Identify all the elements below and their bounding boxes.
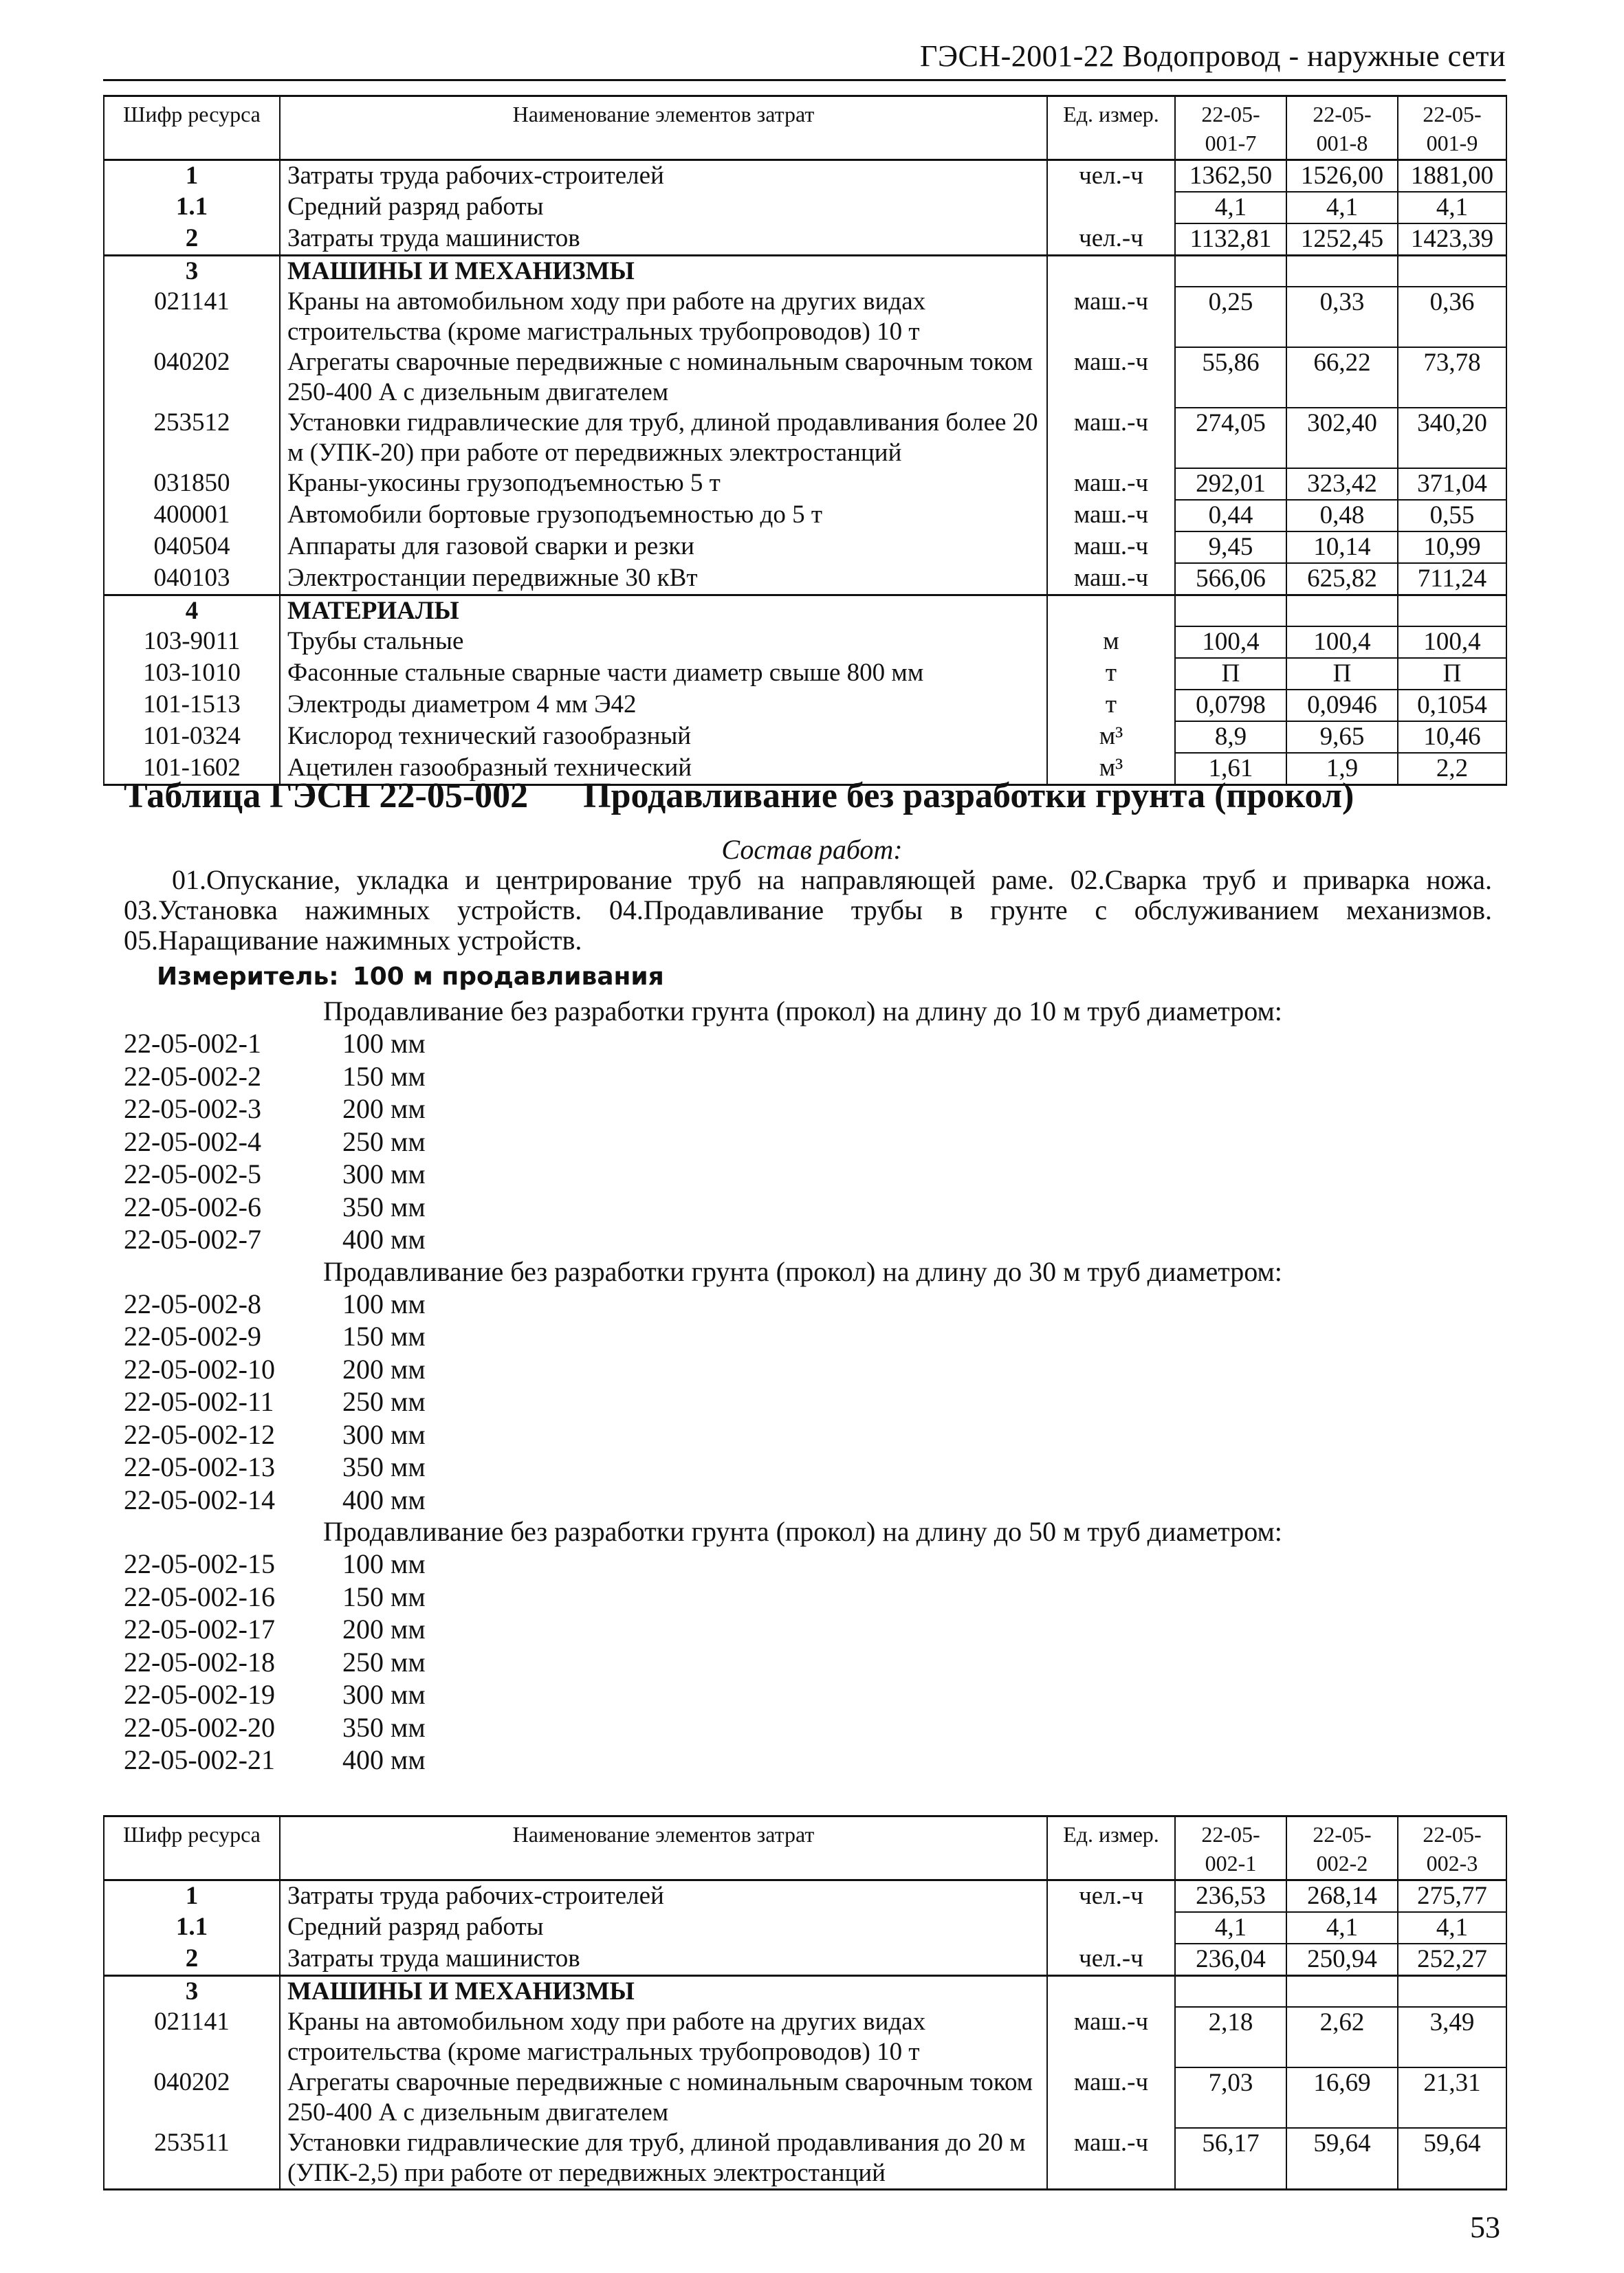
norm-code: 22-05-002-14 — [124, 1484, 275, 1515]
cell-v3: 73,78 — [1398, 347, 1506, 408]
work-steps: 01.Опускание, укладка и центрирование труб на направляющей раме. 02.Сварка труб и приварка ножа. 03.Установка нажимных устройств. 04.Продавливание трубы в грунте с обслуживанием механизмов. 05.Наращивание нажимных устройств. — [124, 864, 1492, 956]
cell-v3: 59,64 — [1398, 2128, 1506, 2190]
list-item — [124, 1223, 1499, 1256]
cell-v2: 10,14 — [1286, 531, 1398, 563]
cell-code: 101-1602 — [104, 753, 280, 785]
column-header: 22-05- 002-2 — [1286, 1816, 1398, 1880]
cell-v2: 2,62 — [1286, 2007, 1398, 2067]
norm-code: 22-05-002-19 — [124, 1679, 275, 1710]
list-item — [124, 1613, 1499, 1646]
column-header: 22-05- 001-9 — [1398, 96, 1506, 160]
norm-diameter: 100 мм — [342, 1288, 426, 1319]
column-header: Ед. измер. — [1047, 96, 1175, 160]
cell-unit: маш.-ч — [1047, 347, 1175, 408]
cell-unit: т — [1047, 690, 1175, 721]
cell-unit: маш.-ч — [1047, 287, 1175, 347]
cell-v1: 1132,81 — [1175, 223, 1286, 256]
cell-v2: 250,94 — [1286, 1944, 1398, 1976]
cell-unit: маш.-ч — [1047, 531, 1175, 563]
cell-v1: 8,9 — [1175, 721, 1286, 753]
cell-v1: 292,01 — [1175, 468, 1286, 500]
cell-v2: 302,40 — [1286, 408, 1398, 468]
norm-diameter: 250 мм — [342, 1386, 426, 1417]
cell-name: Установки гидравлические для труб, длиной продавливания до 20 м (УПК-2,5) при работе от передвижных электростанций — [280, 2128, 1047, 2190]
table-row — [104, 287, 1506, 347]
cell-code: 021141 — [104, 2007, 280, 2067]
cell-v1 — [1175, 1976, 1286, 2008]
list-item — [124, 1451, 1499, 1484]
cell-v1: 0,25 — [1175, 287, 1286, 347]
table-row — [104, 500, 1506, 531]
cell-unit: чел.-ч — [1047, 160, 1175, 193]
norm-code: 22-05-002-4 — [124, 1125, 261, 1157]
cell-code: 253512 — [104, 408, 280, 468]
cell-v3 — [1398, 256, 1506, 287]
cell-v3 — [1398, 595, 1506, 627]
cell-name: Электростанции передвижные 30 кВт — [280, 563, 1047, 595]
group-heading: Продавливание без разработки грунта (прокол) на длину до 50 м труб диаметром: — [323, 1516, 1282, 1547]
column-header: Ед. измер. — [1047, 1816, 1175, 1880]
norm-code: 22-05-002-6 — [124, 1191, 261, 1222]
cell-code: 021141 — [104, 287, 280, 347]
norm-diameter: 150 мм — [342, 1060, 426, 1092]
cell-v3: 10,46 — [1398, 721, 1506, 753]
header-title: ГЭСН-2001-22 Водопровод - наружные сети — [920, 39, 1506, 73]
table-row — [104, 721, 1506, 753]
cell-unit — [1047, 1976, 1175, 2008]
cell-v1: 100,4 — [1175, 626, 1286, 658]
cell-unit: маш.-ч — [1047, 2128, 1175, 2190]
norm-code: 22-05-002-3 — [124, 1093, 261, 1124]
cell-v3: 711,24 — [1398, 563, 1506, 595]
cell-name: Краны-укосины грузоподъемностью 5 т — [280, 468, 1047, 500]
cell-name: Фасонные стальные сварные части диаметр свыше 800 мм — [280, 658, 1047, 690]
cell-v2: 268,14 — [1286, 1880, 1398, 1913]
cell-unit — [1047, 1912, 1175, 1944]
cell-code: 1 — [104, 1880, 280, 1913]
cell-v3: 275,77 — [1398, 1880, 1506, 1913]
list-item — [124, 1548, 1499, 1581]
cell-code: 1 — [104, 160, 280, 193]
cell-v2: 323,42 — [1286, 468, 1398, 500]
cell-v1: П — [1175, 658, 1286, 690]
cell-v3: 252,27 — [1398, 1944, 1506, 1976]
table-row — [104, 690, 1506, 721]
table-row — [104, 2067, 1506, 2128]
table-row — [104, 2128, 1506, 2190]
cell-v2: 1252,45 — [1286, 223, 1398, 256]
cell-v1: 0,0798 — [1175, 690, 1286, 721]
cell-v3: 0,36 — [1398, 287, 1506, 347]
norm-code: 22-05-002-13 — [124, 1451, 275, 1482]
cell-unit: м — [1047, 626, 1175, 658]
norm-code: 22-05-002-8 — [124, 1288, 261, 1319]
cell-v3 — [1398, 1976, 1506, 2008]
cell-v3: 100,4 — [1398, 626, 1506, 658]
resource-table-1 — [103, 95, 1507, 786]
norm-diameter: 400 мм — [342, 1484, 426, 1515]
norm-diameter: 200 мм — [342, 1093, 426, 1124]
list-item — [124, 1646, 1499, 1679]
norm-code: 22-05-002-2 — [124, 1060, 261, 1092]
table-row — [104, 1944, 1506, 1976]
cell-unit: чел.-ч — [1047, 223, 1175, 256]
work-composition-text — [124, 865, 1492, 956]
list-item — [124, 1711, 1499, 1744]
column-header: 22-05- 001-8 — [1286, 96, 1398, 160]
cell-code: 101-1513 — [104, 690, 280, 721]
list-item — [124, 1158, 1499, 1191]
cell-name: Средний разряд работы — [280, 1912, 1047, 1944]
cell-name: Аппараты для газовой сварки и резки — [280, 531, 1047, 563]
cell-v2: 9,65 — [1286, 721, 1398, 753]
cell-v1: 1,61 — [1175, 753, 1286, 785]
norm-code: 22-05-002-7 — [124, 1224, 261, 1255]
cell-v2: 66,22 — [1286, 347, 1398, 408]
cell-code: 040202 — [104, 2067, 280, 2128]
table-row — [104, 1912, 1506, 1944]
norm-diameter: 300 мм — [342, 1159, 426, 1189]
cell-code: 4 — [104, 595, 280, 627]
cell-unit: маш.-ч — [1047, 2067, 1175, 2128]
cell-code: 040504 — [104, 531, 280, 563]
table-label: Таблица ГЭСН 22-05-002 — [124, 776, 529, 815]
cell-v2: П — [1286, 658, 1398, 690]
cell-code: 2 — [104, 223, 280, 256]
norm-code: 22-05-002-21 — [124, 1744, 275, 1775]
cell-unit: чел.-ч — [1047, 1944, 1175, 1976]
cell-unit: маш.-ч — [1047, 2007, 1175, 2067]
cell-code: 031850 — [104, 468, 280, 500]
table-row — [104, 1976, 1506, 2008]
cell-unit: м³ — [1047, 721, 1175, 753]
norm-code: 22-05-002-15 — [124, 1548, 275, 1579]
cell-v2 — [1286, 1976, 1398, 2008]
table-row — [104, 595, 1506, 627]
list-item — [124, 1191, 1499, 1224]
cell-v3: 371,04 — [1398, 468, 1506, 500]
list-item — [124, 1320, 1499, 1353]
norm-code: 22-05-002-16 — [124, 1581, 275, 1612]
list-item — [124, 1484, 1499, 1517]
cell-unit: маш.-ч — [1047, 563, 1175, 595]
cell-v3: 21,31 — [1398, 2067, 1506, 2128]
table-row — [104, 531, 1506, 563]
work-composition-title: Состав работ: — [721, 834, 903, 865]
norm-diameter: 300 мм — [342, 1679, 426, 1710]
table-header-row — [104, 96, 1506, 160]
list-item — [124, 1744, 1499, 1777]
table-row — [104, 658, 1506, 690]
cell-name: Трубы стальные — [280, 626, 1047, 658]
measure-value: 100 м продавливания — [352, 963, 664, 991]
column-header: Наименование элементов затрат — [280, 96, 1047, 160]
cell-code: 400001 — [104, 500, 280, 531]
cell-v2: 0,0946 — [1286, 690, 1398, 721]
list-item — [124, 1385, 1499, 1418]
table-title — [124, 776, 1354, 816]
list-item — [124, 1060, 1499, 1093]
cell-v1: 7,03 — [1175, 2067, 1286, 2128]
cell-code: 040202 — [104, 347, 280, 408]
cell-unit: м³ — [1047, 753, 1175, 785]
cell-v1 — [1175, 595, 1286, 627]
cell-v3: 2,2 — [1398, 753, 1506, 785]
norm-diameter: 400 мм — [342, 1744, 426, 1775]
cell-name: МАШИНЫ И МЕХАНИЗМЫ — [280, 256, 1047, 287]
norm-diameter: 250 мм — [342, 1125, 426, 1157]
cell-name: Автомобили бортовые грузоподъемностью до 5 т — [280, 500, 1047, 531]
cell-v1: 1362,50 — [1175, 160, 1286, 193]
norm-diameter: 350 мм — [342, 1191, 426, 1222]
cell-v1 — [1175, 256, 1286, 287]
cell-v1: 2,18 — [1175, 2007, 1286, 2067]
cell-unit: маш.-ч — [1047, 408, 1175, 468]
norm-code: 22-05-002-1 — [124, 1028, 261, 1059]
norm-code: 22-05-002-9 — [124, 1321, 261, 1352]
resource-table-2 — [103, 1815, 1507, 2190]
norm-diameter: 200 мм — [342, 1614, 426, 1645]
cell-unit — [1047, 192, 1175, 223]
column-header: 22-05- 002-1 — [1175, 1816, 1286, 1880]
cell-v3: 4,1 — [1398, 192, 1506, 223]
list-item — [124, 1092, 1499, 1125]
list-item — [124, 1125, 1499, 1159]
cell-v2: 1526,00 — [1286, 160, 1398, 193]
cell-name: Средний разряд работы — [280, 192, 1047, 223]
table-row — [104, 347, 1506, 408]
cell-unit: маш.-ч — [1047, 468, 1175, 500]
table-header-row — [104, 1816, 1506, 1880]
column-header: Шифр ресурса — [104, 1816, 280, 1880]
cell-code: 1.1 — [104, 1912, 280, 1944]
table-row — [104, 408, 1506, 468]
cell-v2: 625,82 — [1286, 563, 1398, 595]
group-heading: Продавливание без разработки грунта (прокол) на длину до 30 м труб диаметром: — [323, 1255, 1282, 1287]
cell-name: Агрегаты сварочные передвижные с номинальным сварочным током 250-400 А с дизельным двигателем — [280, 2067, 1047, 2128]
cell-v2: 16,69 — [1286, 2067, 1398, 2128]
cell-v1: 56,17 — [1175, 2128, 1286, 2190]
table-row — [104, 256, 1506, 287]
cell-v3: 0,55 — [1398, 500, 1506, 531]
cell-v1: 274,05 — [1175, 408, 1286, 468]
cell-code: 101-0324 — [104, 721, 280, 753]
norm-diameter: 150 мм — [342, 1321, 426, 1352]
norm-diameter: 350 мм — [342, 1711, 426, 1743]
list-item — [124, 1353, 1499, 1386]
cell-v2: 100,4 — [1286, 626, 1398, 658]
cell-name: МАШИНЫ И МЕХАНИЗМЫ — [280, 1976, 1047, 2008]
cell-name: Кислород технический газообразный — [280, 721, 1047, 753]
table-row — [104, 468, 1506, 500]
list-item — [124, 1288, 1499, 1321]
measure-unit — [157, 963, 664, 991]
cell-name: Затраты труда рабочих-строителей — [280, 1880, 1047, 1913]
norm-code: 22-05-002-18 — [124, 1646, 275, 1678]
table-row — [104, 626, 1506, 658]
cell-code: 3 — [104, 256, 280, 287]
cell-v1: 4,1 — [1175, 192, 1286, 223]
norm-code: 22-05-002-12 — [124, 1418, 275, 1450]
cell-code: 103-9011 — [104, 626, 280, 658]
norm-code: 22-05-002-5 — [124, 1159, 261, 1189]
norm-code: 22-05-002-17 — [124, 1614, 275, 1645]
cell-code: 103-1010 — [104, 658, 280, 690]
cell-code: 1.1 — [104, 192, 280, 223]
cell-v3: 4,1 — [1398, 1912, 1506, 1944]
cell-v3: 1881,00 — [1398, 160, 1506, 193]
table-row — [104, 223, 1506, 256]
cell-unit: маш.-ч — [1047, 500, 1175, 531]
cell-v1: 236,04 — [1175, 1944, 1286, 1976]
cell-v2: 0,33 — [1286, 287, 1398, 347]
cell-v3: 340,20 — [1398, 408, 1506, 468]
cell-v1: 9,45 — [1175, 531, 1286, 563]
norm-diameter: 250 мм — [342, 1646, 426, 1678]
cell-v3: 1423,39 — [1398, 223, 1506, 256]
cell-v2 — [1286, 595, 1398, 627]
cell-name: Краны на автомобильном ходу при работе на других видах строительства (кроме магистральных трубопроводов) 10 т — [280, 287, 1047, 347]
cell-unit: чел.-ч — [1047, 1880, 1175, 1913]
table-row — [104, 2007, 1506, 2067]
running-header — [103, 39, 1506, 81]
cell-v1: 4,1 — [1175, 1912, 1286, 1944]
table-name: Продавливание без разработки грунта (прокол) — [583, 776, 1354, 815]
group-heading: Продавливание без разработки грунта (прокол) на длину до 10 м труб диаметром: — [323, 996, 1282, 1026]
list-item — [124, 1418, 1499, 1451]
column-header: Наименование элементов затрат — [280, 1816, 1047, 1880]
cell-name: Электроды диаметром 4 мм Э42 — [280, 690, 1047, 721]
cell-v1: 0,44 — [1175, 500, 1286, 531]
norm-diameter: 350 мм — [342, 1451, 426, 1482]
norm-diameter: 400 мм — [342, 1224, 426, 1255]
column-header: Шифр ресурса — [104, 96, 280, 160]
table-row — [104, 192, 1506, 223]
cell-v1: 55,86 — [1175, 347, 1286, 408]
cell-unit — [1047, 256, 1175, 287]
cell-v2: 0,48 — [1286, 500, 1398, 531]
table-row — [104, 563, 1506, 595]
norm-code: 22-05-002-20 — [124, 1711, 275, 1743]
cell-name: Ацетилен газообразный технический — [280, 753, 1047, 785]
norm-code: 22-05-002-11 — [124, 1386, 274, 1417]
cell-name: Установки гидравлические для труб, длиной продавливания более 20 м (УПК-20) при работе от передвижных электростанций — [280, 408, 1047, 468]
norm-code: 22-05-002-10 — [124, 1353, 275, 1385]
cell-name: Затраты труда машинистов — [280, 223, 1047, 256]
cell-code: 253511 — [104, 2128, 280, 2190]
cell-code: 040103 — [104, 563, 280, 595]
cell-v1: 566,06 — [1175, 563, 1286, 595]
column-header: 22-05- 001-7 — [1175, 96, 1286, 160]
cell-v3: П — [1398, 658, 1506, 690]
cell-v3: 0,1054 — [1398, 690, 1506, 721]
norm-diameter: 100 мм — [342, 1548, 426, 1579]
cell-unit: т — [1047, 658, 1175, 690]
norm-diameter: 300 мм — [342, 1418, 426, 1450]
cell-v3: 10,99 — [1398, 531, 1506, 563]
table-row — [104, 1880, 1506, 1913]
list-item — [124, 1581, 1499, 1614]
cell-v2: 1,9 — [1286, 753, 1398, 785]
cell-v2: 4,1 — [1286, 1912, 1398, 1944]
column-header: 22-05- 002-3 — [1398, 1816, 1506, 1880]
cell-code: 2 — [104, 1944, 280, 1976]
norm-codes-list — [124, 996, 1499, 1777]
cell-unit — [1047, 595, 1175, 627]
list-item — [124, 1027, 1499, 1060]
cell-v2: 59,64 — [1286, 2128, 1398, 2190]
list-item — [124, 1678, 1499, 1711]
measure-label: Измеритель: — [157, 963, 339, 991]
cell-name: МАТЕРИАЛЫ — [280, 595, 1047, 627]
cell-v2 — [1286, 256, 1398, 287]
norm-diameter: 200 мм — [342, 1353, 426, 1385]
cell-name: Затраты труда машинистов — [280, 1944, 1047, 1976]
norm-diameter: 100 мм — [342, 1028, 426, 1059]
cell-v3: 3,49 — [1398, 2007, 1506, 2067]
cell-name: Краны на автомобильном ходу при работе на других видах строительства (кроме магистральных трубопроводов) 10 т — [280, 2007, 1047, 2067]
cell-name: Затраты труда рабочих-строителей — [280, 160, 1047, 193]
table-row — [104, 160, 1506, 193]
cell-v1: 236,53 — [1175, 1880, 1286, 1913]
cell-code: 3 — [104, 1976, 280, 2008]
norm-diameter: 150 мм — [342, 1581, 426, 1612]
cell-v2: 4,1 — [1286, 192, 1398, 223]
page-number: 53 — [1470, 2210, 1500, 2244]
cell-name: Агрегаты сварочные передвижные с номинальным сварочным током 250-400 А с дизельным двигателем — [280, 347, 1047, 408]
